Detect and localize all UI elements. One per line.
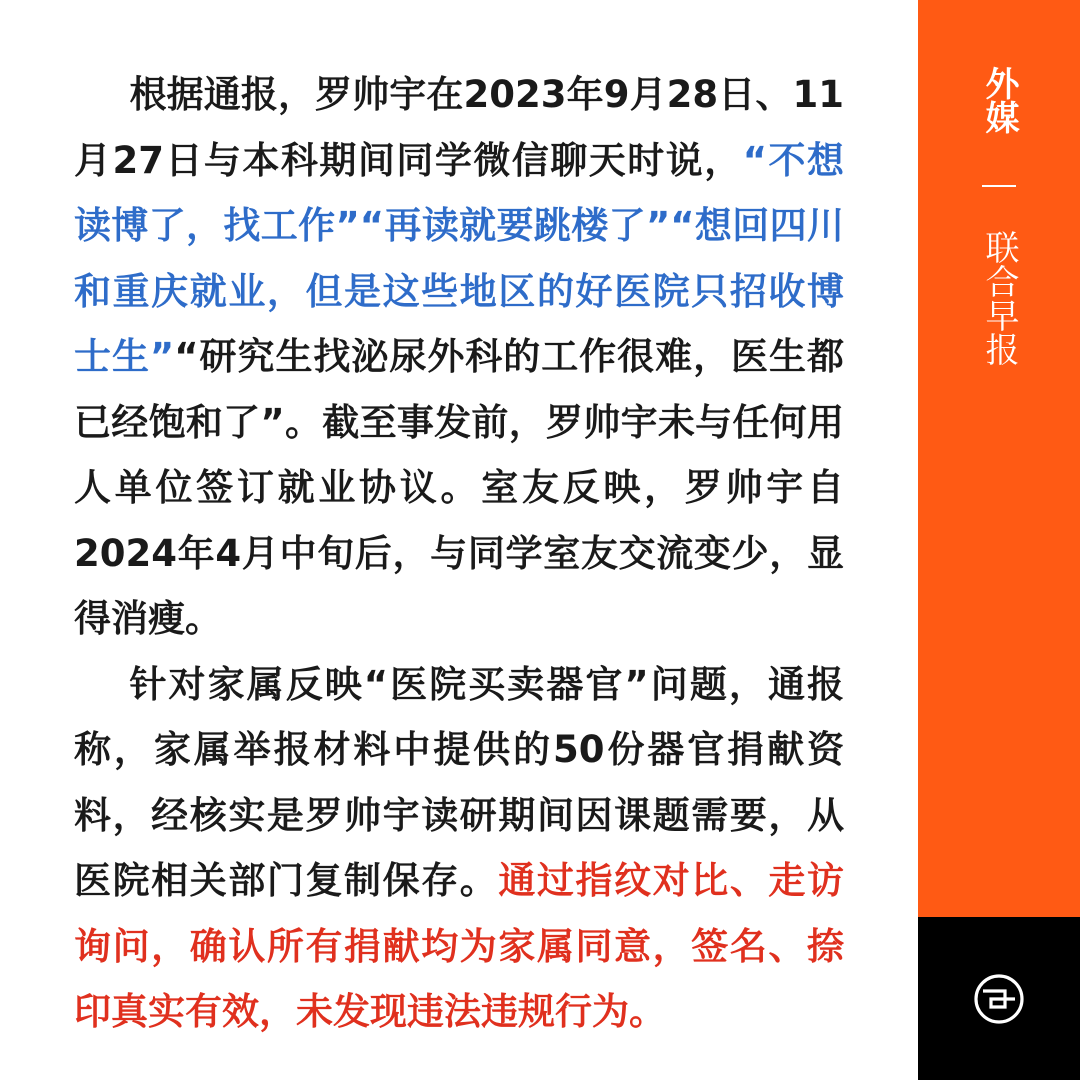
sidebar [918,0,1080,1080]
sidebar-divider [918,185,1080,187]
quote-highlight-blue: “不想读博了，找工作”“再读就要跳楼了”“想回四川和重庆就业，但是这些地区的好医院只招收博士生” [74,138,844,378]
paragraph-1 [74,62,844,652]
source-label: 外媒 [979,66,1019,134]
paragraph-2 [74,652,844,1045]
paragraph-1-text-cont: “研究生找泌尿外科的工作很难，医生都已经饱和了”。截至事发前，罗帅宇未与任何用人单位签订就业协议。室友反映，罗帅宇自2024年4月中旬后，与同学室友交流变少，显得消瘦。 [74,335,844,640]
sidebar-logo-panel [918,917,1080,1080]
zaobao-logo-icon [973,973,1025,1025]
article-body [74,62,844,1045]
source-label-wrap [918,66,1080,134]
outlet-name: 联合早报 [979,230,1019,366]
sidebar-accent-panel [918,0,1080,917]
divider-line [982,185,1016,187]
outlet-name-wrap [918,230,1080,366]
quote-highlight-red: 通过指纹对比、走访询问，确认所有捐献均为家属同意，签名、捺印真实有效，未发现违法违规行为。 [74,859,845,1033]
paragraph-2-text: 针对家属反映“医院买卖器官”问题，通报称，家属举报材料中提供的50份器官捐献资料，经核实是罗帅宇读研期间因课题需要，从医院相关部门复制保存。 [74,662,844,902]
paragraph-1-text: 根据通报，罗帅宇在2023年9月28日、11月27日与本科期间同学微信聊天时说， [74,73,844,182]
